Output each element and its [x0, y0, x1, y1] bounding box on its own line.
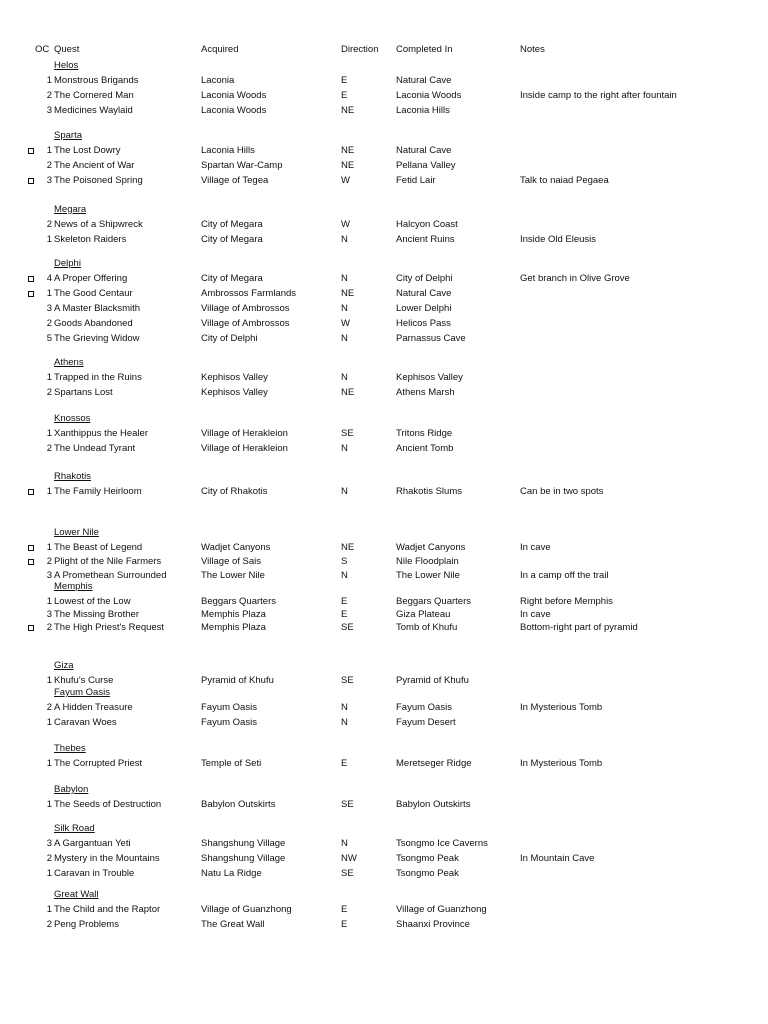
checkbox-marker	[28, 174, 36, 188]
section-header	[0, 257, 768, 271]
header-direction: Direction	[341, 44, 379, 55]
header-row	[0, 43, 768, 57]
quest-acquired: Village of Ambrossos	[201, 303, 290, 314]
quest-direction: N	[341, 443, 348, 454]
quest-acquired: Natu La Ridge	[201, 868, 262, 879]
table-row	[0, 701, 768, 715]
quest-acquired: The Lower Nile	[201, 570, 265, 581]
quest-acquired: Village of Tegea	[201, 175, 269, 186]
quest-notes: In Mysterious Tomb	[520, 758, 603, 769]
quest-direction: N	[341, 372, 348, 383]
section-title: Knossos	[54, 413, 91, 424]
quest-name: The Seeds of Destruction	[54, 799, 162, 810]
quest-oc: 1	[46, 542, 52, 553]
quest-oc: 2	[46, 702, 52, 713]
quest-notes: In cave	[520, 609, 551, 620]
quest-direction: NE	[341, 288, 355, 299]
quest-direction: N	[341, 303, 348, 314]
quest-direction: N	[341, 838, 348, 849]
table-row	[0, 287, 768, 301]
quest-direction: NW	[341, 853, 357, 864]
quest-completed-in: The Lower Nile	[396, 570, 460, 581]
quest-name: The Lost Dowry	[54, 145, 121, 156]
section-header	[0, 822, 768, 836]
table-row	[0, 144, 768, 158]
section-header	[0, 470, 768, 484]
quest-direction: E	[341, 919, 348, 930]
quest-notes: Get branch in Olive Grove	[520, 273, 630, 284]
quest-acquired: Pyramid of Khufu	[201, 675, 274, 686]
quest-completed-in: Natural Cave	[396, 145, 452, 156]
checkbox-marker	[28, 555, 36, 569]
quest-name: The Cornered Man	[54, 90, 134, 101]
table-row	[0, 485, 768, 499]
section-header	[0, 659, 768, 673]
section-title: Fayum Oasis	[54, 687, 110, 698]
quest-direction: SE	[341, 799, 354, 810]
checkbox-marker	[28, 867, 36, 881]
quest-acquired: Village of Herakleion	[201, 428, 288, 439]
quest-oc: 2	[46, 387, 52, 398]
table-row	[0, 852, 768, 866]
quest-completed-in: Village of Guanzhong	[396, 904, 487, 915]
table-row	[0, 302, 768, 316]
quest-name: News of a Shipwreck	[54, 219, 143, 230]
quest-acquired: Fayum Oasis	[201, 717, 257, 728]
quest-acquired: Wadjet Canyons	[201, 542, 271, 553]
checkbox-marker	[28, 287, 36, 301]
table-row	[0, 174, 768, 188]
header-quest: Quest	[54, 44, 80, 55]
section-header	[0, 129, 768, 143]
section-title: Memphis	[54, 581, 93, 592]
quest-direction: W	[341, 175, 350, 186]
checkbox-marker	[28, 332, 36, 346]
section-header	[0, 526, 768, 540]
quest-completed-in: Babylon Outskirts	[396, 799, 471, 810]
quest-completed-in: Fayum Oasis	[396, 702, 452, 713]
quest-completed-in: Tomb of Khufu	[396, 622, 458, 633]
quest-acquired: Village of Sais	[201, 556, 262, 567]
quest-direction: E	[341, 609, 348, 620]
table-row	[0, 272, 768, 286]
checkbox-marker	[28, 427, 36, 441]
table-row	[0, 371, 768, 385]
quest-direction: NE	[341, 160, 355, 171]
checkbox-square-icon	[28, 291, 34, 297]
quest-completed-in: City of Delphi	[396, 273, 453, 284]
quest-name: A Master Blacksmith	[54, 303, 141, 314]
checkbox-marker	[28, 317, 36, 331]
quest-name: Trapped in the Ruins	[54, 372, 142, 383]
checkbox-marker	[28, 159, 36, 173]
quest-completed-in: Parnassus Cave	[396, 333, 466, 344]
quest-oc: 1	[46, 145, 52, 156]
quest-acquired: Laconia Woods	[201, 105, 267, 116]
quest-direction: N	[341, 486, 348, 497]
checkbox-marker	[28, 371, 36, 385]
checkbox-square-icon	[28, 545, 34, 551]
quest-oc: 2	[46, 443, 52, 454]
quest-name: Medicines Waylaid	[54, 105, 133, 116]
quest-direction: S	[341, 556, 348, 567]
checkbox-marker	[28, 757, 36, 771]
checkbox-marker	[28, 485, 36, 499]
quest-oc: 1	[46, 75, 52, 86]
section-title: Rhakotis	[54, 471, 91, 482]
quest-completed-in: Ancient Tomb	[396, 443, 454, 454]
quest-notes: Right before Memphis	[520, 596, 613, 607]
quest-name: The Family Heirloom	[54, 486, 142, 497]
quest-name: Xanthippus the Healer	[54, 428, 149, 439]
checkbox-marker	[28, 386, 36, 400]
quest-acquired: Laconia Hills	[201, 145, 255, 156]
table-row	[0, 89, 768, 103]
quest-direction: NE	[341, 105, 355, 116]
section-title: Sparta	[54, 130, 82, 141]
quest-name: The Undead Tyrant	[54, 443, 136, 454]
header-completed-in: Completed In	[396, 44, 453, 55]
checkbox-marker	[28, 837, 36, 851]
section-header	[0, 783, 768, 797]
table-row	[0, 903, 768, 917]
quest-completed-in: Pellana Valley	[396, 160, 456, 171]
checkbox-marker	[28, 541, 36, 555]
quest-completed-in: Pyramid of Khufu	[396, 675, 469, 686]
quest-oc: 1	[46, 486, 52, 497]
table-row	[0, 427, 768, 441]
checkbox-marker	[28, 595, 36, 609]
quest-name: Lowest of the Low	[54, 596, 131, 607]
quest-oc: 1	[46, 717, 52, 728]
checkbox-square-icon	[28, 559, 34, 565]
quest-completed-in: Rhakotis Slums	[396, 486, 462, 497]
quest-completed-in: Laconia Woods	[396, 90, 462, 101]
quest-oc: 3	[46, 175, 52, 186]
checkbox-marker	[28, 89, 36, 103]
quest-name: The Good Centaur	[54, 288, 133, 299]
header-acquired: Acquired	[201, 44, 239, 55]
quest-notes: Inside Old Eleusis	[520, 234, 597, 245]
checkbox-marker	[28, 302, 36, 316]
table-row	[0, 317, 768, 331]
quest-oc: 1	[46, 596, 52, 607]
quest-name: Caravan in Trouble	[54, 868, 135, 879]
quest-oc: 1	[46, 372, 52, 383]
quest-completed-in: Nile Floodplain	[396, 556, 459, 567]
section-title: Megara	[54, 204, 87, 215]
table-row	[0, 595, 768, 609]
table-row	[0, 159, 768, 173]
quest-direction: NE	[341, 387, 355, 398]
quest-oc: 1	[46, 428, 52, 439]
quest-acquired: Spartan War-Camp	[201, 160, 283, 171]
quest-direction: N	[341, 234, 348, 245]
section-title: Great Wall	[54, 889, 99, 900]
quest-completed-in: Wadjet Canyons	[396, 542, 466, 553]
quest-acquired: Village of Guanzhong	[201, 904, 292, 915]
quest-direction: N	[341, 717, 348, 728]
quest-oc: 2	[46, 90, 52, 101]
section-title: Helos	[54, 60, 79, 71]
section-title: Silk Road	[54, 823, 95, 834]
table-row	[0, 442, 768, 456]
quest-name: The Poisoned Spring	[54, 175, 143, 186]
quest-oc: 1	[46, 675, 52, 686]
checkbox-marker	[28, 233, 36, 247]
quest-oc: 3	[46, 609, 52, 620]
quest-acquired: Kephisos Valley	[201, 372, 268, 383]
quest-name: Plight of the Nile Farmers	[54, 556, 162, 567]
quest-acquired: City of Rhakotis	[201, 486, 268, 497]
quest-direction: E	[341, 904, 348, 915]
table-row	[0, 104, 768, 118]
checkbox-square-icon	[28, 489, 34, 495]
quest-name: The High Priest's Request	[54, 622, 165, 633]
section-header	[0, 356, 768, 370]
quest-completed-in: Helicos Pass	[396, 318, 451, 329]
table-row	[0, 74, 768, 88]
quest-direction: N	[341, 570, 348, 581]
quest-notes: Bottom-right part of pyramid	[520, 622, 638, 633]
quest-name: The Grieving Widow	[54, 333, 140, 344]
quest-name: Khufu's Curse	[54, 675, 114, 686]
quest-acquired: The Great Wall	[201, 919, 265, 930]
checkbox-marker	[28, 852, 36, 866]
quest-name: A Proper Offering	[54, 273, 128, 284]
quest-acquired: Babylon Outskirts	[201, 799, 276, 810]
quest-acquired: City of Megara	[201, 273, 263, 284]
table-row	[0, 867, 768, 881]
quest-completed-in: Natural Cave	[396, 75, 452, 86]
section-header	[0, 742, 768, 756]
quest-completed-in: Kephisos Valley	[396, 372, 463, 383]
section-title: Thebes	[54, 743, 86, 754]
quest-completed-in: Beggars Quarters	[396, 596, 471, 607]
quest-notes: In Mountain Cave	[520, 853, 595, 864]
quest-direction: E	[341, 75, 348, 86]
quest-name: Caravan Woes	[54, 717, 117, 728]
quest-direction: E	[341, 758, 348, 769]
section-header	[0, 580, 768, 594]
quest-name: The Missing Brother	[54, 609, 140, 620]
quest-acquired: City of Megara	[201, 234, 263, 245]
quest-direction: E	[341, 596, 348, 607]
quest-direction: SE	[341, 868, 354, 879]
table-row	[0, 716, 768, 730]
quest-notes: Inside camp to the right after fountain	[520, 90, 677, 101]
quest-completed-in: Tsongmo Peak	[396, 868, 459, 879]
checkbox-marker	[28, 442, 36, 456]
checkbox-square-icon	[28, 625, 34, 631]
quest-name: Monstrous Brigands	[54, 75, 139, 86]
section-header	[0, 59, 768, 73]
quest-oc: 1	[46, 758, 52, 769]
quest-completed-in: Athens Marsh	[396, 387, 455, 398]
quest-oc: 5	[46, 333, 52, 344]
quest-oc: 3	[46, 303, 52, 314]
quest-oc: 2	[46, 853, 52, 864]
quest-completed-in: Shaanxi Province	[396, 919, 470, 930]
table-row	[0, 332, 768, 346]
quest-direction: SE	[341, 428, 354, 439]
quest-oc: 3	[46, 838, 52, 849]
quest-direction: N	[341, 702, 348, 713]
quest-name: A Hidden Treasure	[54, 702, 133, 713]
quest-acquired: Fayum Oasis	[201, 702, 257, 713]
quest-completed-in: Giza Plateau	[396, 609, 451, 620]
section-title: Giza	[54, 660, 74, 671]
quest-name: Skeleton Raiders	[54, 234, 127, 245]
quest-completed-in: Meretseger Ridge	[396, 758, 472, 769]
quest-notes: In Mysterious Tomb	[520, 702, 603, 713]
quest-oc: 3	[46, 105, 52, 116]
table-row	[0, 233, 768, 247]
quest-notes: In a camp off the trail	[520, 570, 609, 581]
quest-completed-in: Tritons Ridge	[396, 428, 453, 439]
quest-oc: 1	[46, 288, 52, 299]
quest-name: A Promethean Surrounded	[54, 570, 167, 581]
section-title: Babylon	[54, 784, 89, 795]
checkbox-marker	[28, 798, 36, 812]
quest-acquired: City of Delphi	[201, 333, 258, 344]
quest-direction: N	[341, 333, 348, 344]
quest-direction: W	[341, 219, 350, 230]
quest-acquired: Temple of Seti	[201, 758, 262, 769]
table-row	[0, 918, 768, 932]
quest-oc: 1	[46, 868, 52, 879]
section-header	[0, 203, 768, 217]
section-title: Delphi	[54, 258, 81, 269]
quest-completed-in: Ancient Ruins	[396, 234, 455, 245]
quest-completed-in: Lower Delphi	[396, 303, 452, 314]
quest-oc: 1	[46, 904, 52, 915]
checkbox-marker	[28, 144, 36, 158]
table-row	[0, 798, 768, 812]
quest-oc: 1	[46, 799, 52, 810]
quest-acquired: Ambrossos Farmlands	[201, 288, 297, 299]
quest-direction: NE	[341, 542, 355, 553]
quest-direction: N	[341, 273, 348, 284]
quest-completed-in: Tsongmo Ice Caverns	[396, 838, 488, 849]
quest-name: Mystery in the Mountains	[54, 853, 160, 864]
quest-acquired: Village of Herakleion	[201, 443, 288, 454]
section-header	[0, 412, 768, 426]
checkbox-marker	[28, 716, 36, 730]
quest-completed-in: Fayum Desert	[396, 717, 456, 728]
quest-direction: SE	[341, 675, 354, 686]
quest-oc: 2	[46, 318, 52, 329]
quest-oc: 2	[46, 160, 52, 171]
quest-direction: NE	[341, 145, 355, 156]
quest-oc: 2	[46, 919, 52, 930]
quest-oc: 1	[46, 234, 52, 245]
checkbox-marker	[28, 608, 36, 622]
quest-oc: 2	[46, 219, 52, 230]
quest-acquired: Village of Ambrossos	[201, 318, 290, 329]
quest-acquired: Kephisos Valley	[201, 387, 268, 398]
quest-name: The Corrupted Priest	[54, 758, 143, 769]
quest-name: Goods Abandoned	[54, 318, 133, 329]
checkbox-square-icon	[28, 148, 34, 154]
table-row	[0, 218, 768, 232]
quest-name: The Child and the Raptor	[54, 904, 161, 915]
quest-completed-in: Laconia Hills	[396, 105, 450, 116]
quest-oc: 4	[46, 273, 52, 284]
table-row	[0, 837, 768, 851]
table-row	[0, 621, 768, 635]
quest-notes: Talk to naiad Pegaea	[520, 175, 609, 186]
checkbox-marker	[28, 74, 36, 88]
section-title: Lower Nile	[54, 527, 99, 538]
checkbox-marker	[28, 104, 36, 118]
section-header	[0, 888, 768, 902]
quest-notes: Can be in two spots	[520, 486, 604, 497]
quest-oc: 3	[46, 570, 52, 581]
quest-acquired: Shangshung Village	[201, 838, 286, 849]
quest-direction: E	[341, 90, 348, 101]
quest-name: Spartans Lost	[54, 387, 113, 398]
checkbox-marker	[28, 701, 36, 715]
quest-name: The Ancient of War	[54, 160, 135, 171]
quest-acquired: Beggars Quarters	[201, 596, 276, 607]
checkbox-marker	[28, 272, 36, 286]
checkbox-marker	[28, 903, 36, 917]
quest-direction: SE	[341, 622, 354, 633]
quest-name: The Beast of Legend	[54, 542, 143, 553]
checkbox-square-icon	[28, 178, 34, 184]
quest-completed-in: Fetid Lair	[396, 175, 436, 186]
section-title: Athens	[54, 357, 84, 368]
checkbox-marker	[28, 621, 36, 635]
quest-completed-in: Natural Cave	[396, 288, 452, 299]
checkbox-marker	[28, 918, 36, 932]
table-row	[0, 386, 768, 400]
quest-acquired: Laconia Woods	[201, 90, 267, 101]
quest-oc: 2	[46, 622, 52, 633]
quest-direction: W	[341, 318, 350, 329]
quest-acquired: Memphis Plaza	[201, 609, 266, 620]
table-row	[0, 757, 768, 771]
header-notes: Notes	[520, 44, 545, 55]
quest-completed-in: Halcyon Coast	[396, 219, 458, 230]
quest-name: A Gargantuan Yeti	[54, 838, 131, 849]
checkbox-marker	[28, 218, 36, 232]
quest-oc: 2	[46, 556, 52, 567]
quest-acquired: City of Megara	[201, 219, 263, 230]
table-row	[0, 541, 768, 555]
quest-acquired: Memphis Plaza	[201, 622, 266, 633]
quest-acquired: Shangshung Village	[201, 853, 286, 864]
checkbox-square-icon	[28, 276, 34, 282]
quest-notes: In cave	[520, 542, 551, 553]
quest-acquired: Laconia	[201, 75, 235, 86]
table-row	[0, 608, 768, 622]
header-oc: OC	[35, 44, 50, 55]
table-row	[0, 555, 768, 569]
quest-name: Peng Problems	[54, 919, 119, 930]
section-header	[0, 686, 768, 700]
quest-completed-in: Tsongmo Peak	[396, 853, 459, 864]
